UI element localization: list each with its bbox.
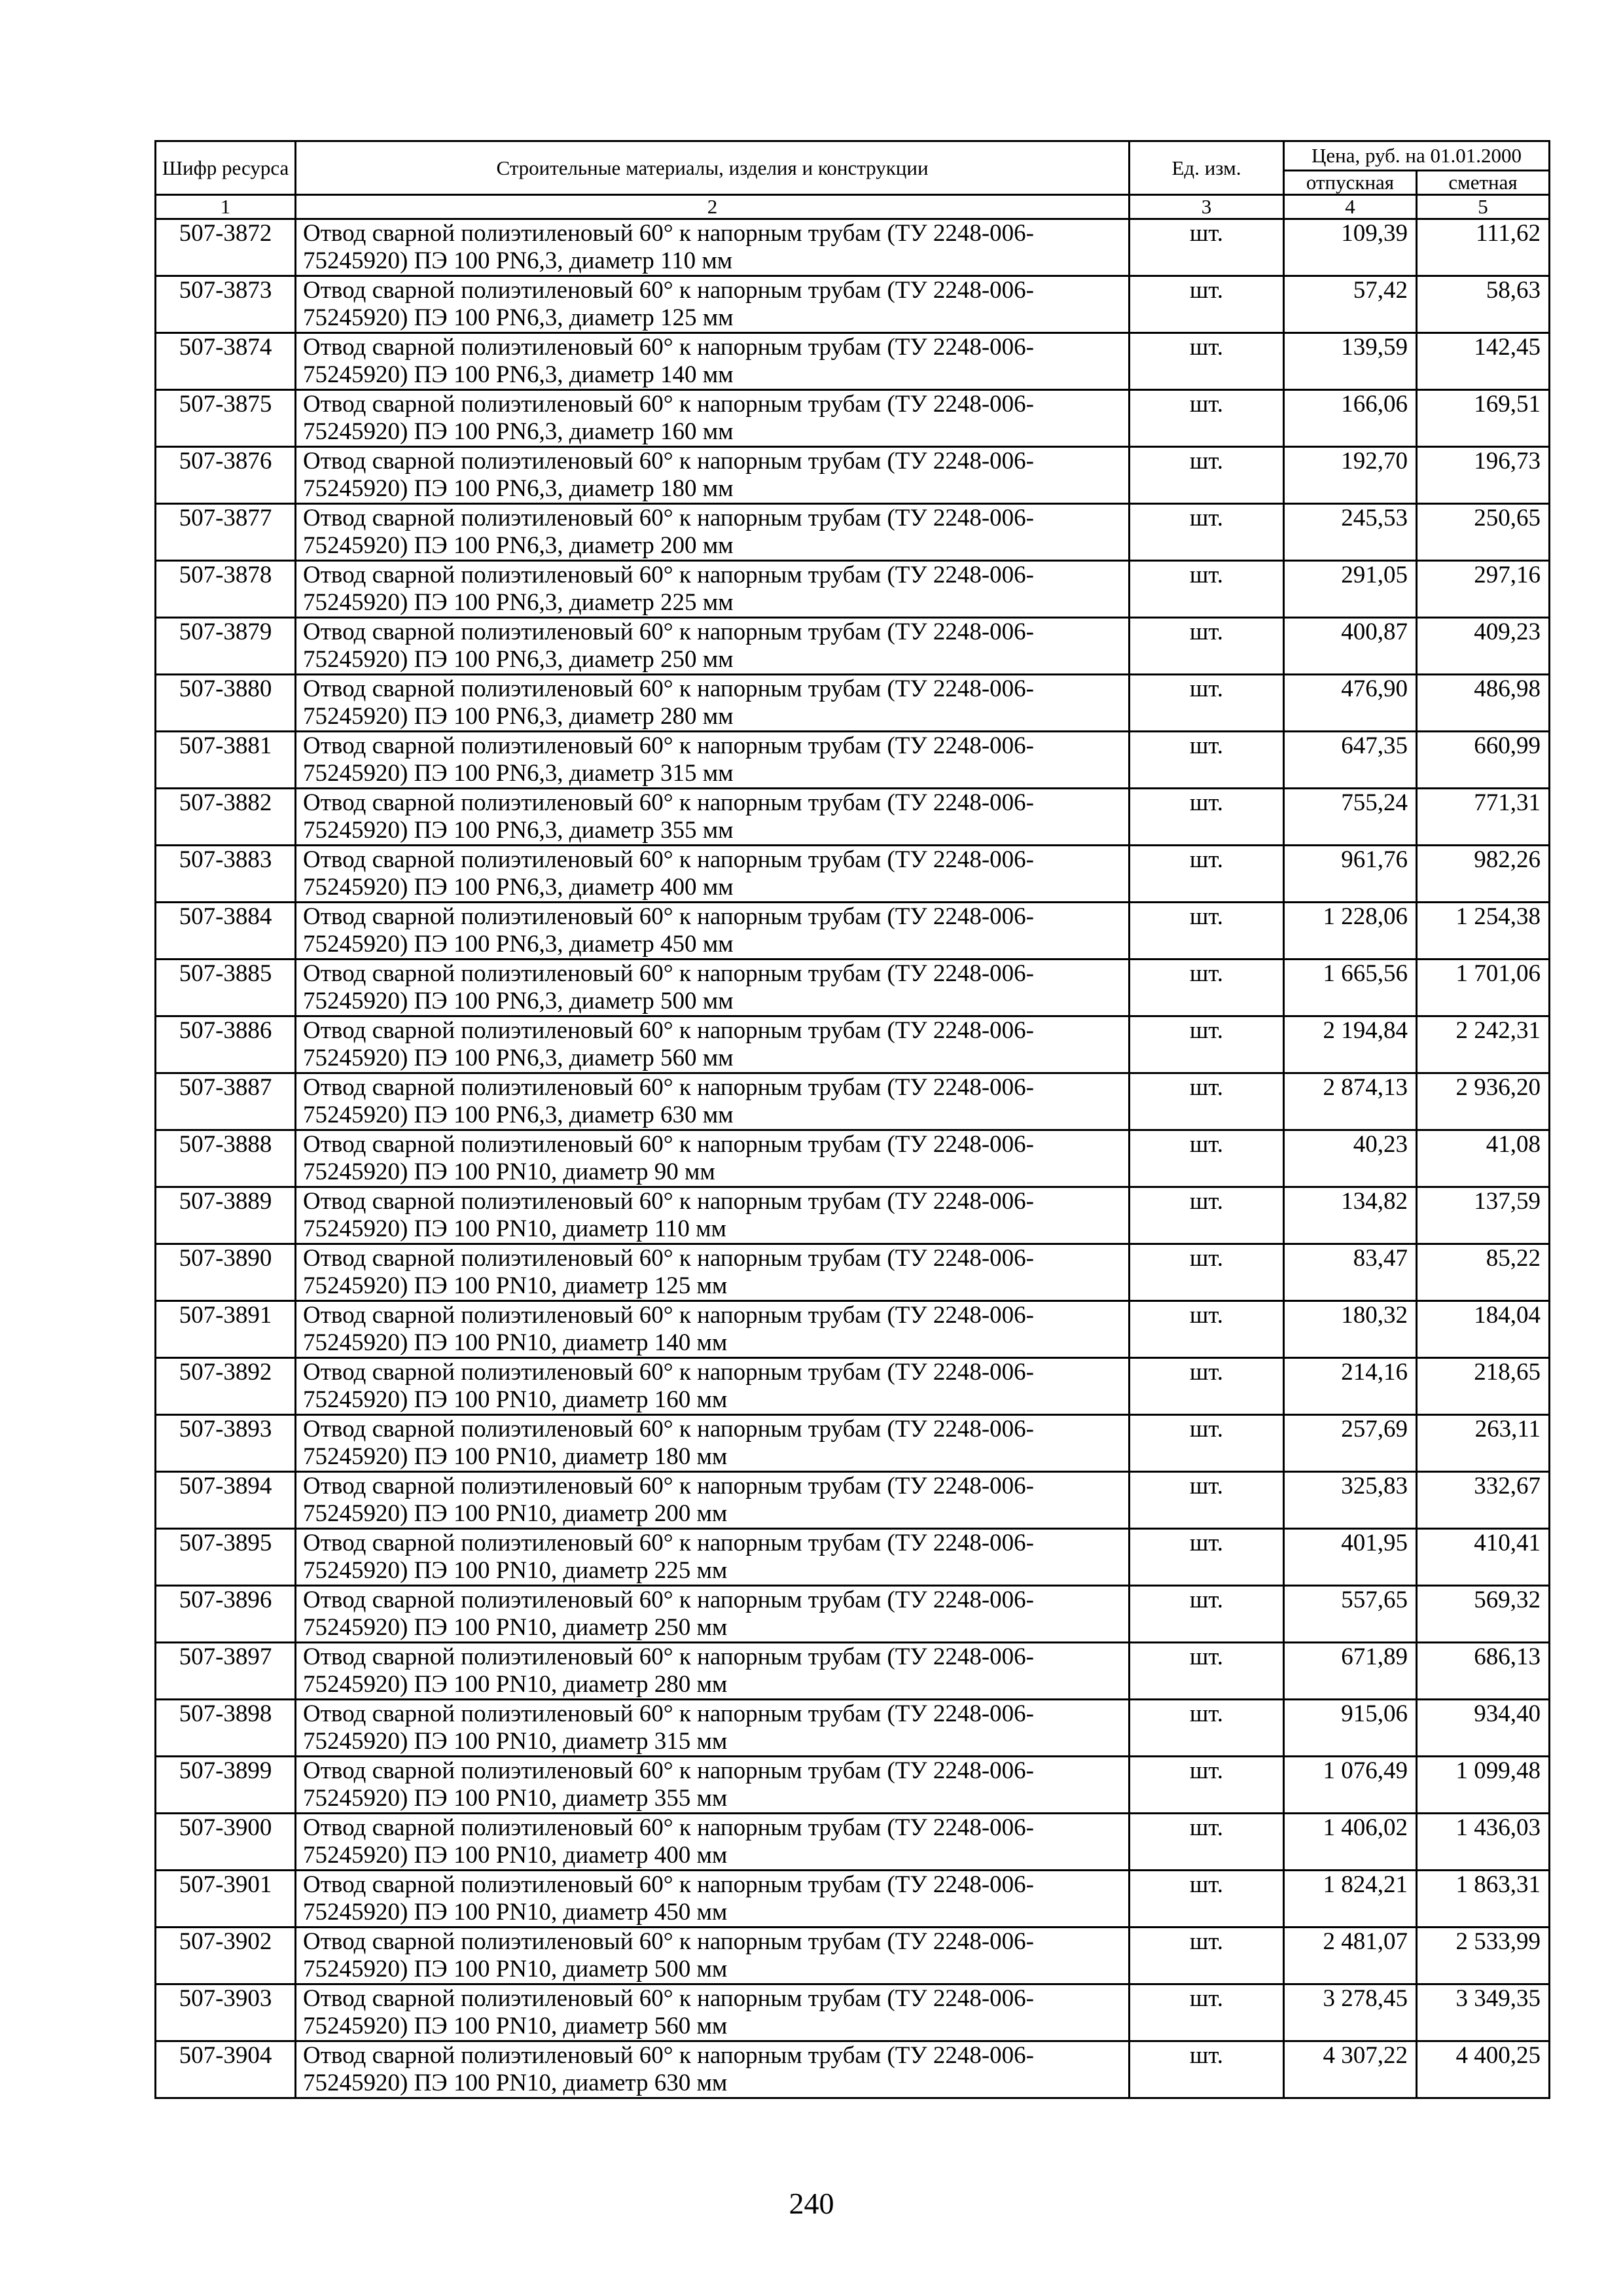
description-line-2: 75245920) ПЭ 100 PN10, диаметр 315 мм <box>303 1728 728 1755</box>
unit: шт. <box>1130 1700 1284 1757</box>
material-description <box>296 219 1130 276</box>
description-line-2: 75245920) ПЭ 100 PN10, диаметр 630 мм <box>303 2070 728 2096</box>
description-line-1: Отвод сварной полиэтиленовый 60° к напорным трубам (ТУ 2248-006- <box>303 2042 1034 2069</box>
price-release: 291,05 <box>1284 561 1417 618</box>
description-line-1: Отвод сварной полиэтиленовый 60° к напорным трубам (ТУ 2248-006- <box>303 1245 1034 1272</box>
header-price-release: отпускная <box>1284 171 1417 195</box>
description-line-2: 75245920) ПЭ 100 PN10, диаметр 400 мм <box>303 1842 728 1869</box>
unit: шт. <box>1130 219 1284 276</box>
description-line-2: 75245920) ПЭ 100 PN6,3, диаметр 280 мм <box>303 703 734 730</box>
price-release: 476,90 <box>1284 675 1417 732</box>
resource-code: 507-3899 <box>156 1757 296 1814</box>
material-description <box>296 1871 1130 1928</box>
price-release: 40,23 <box>1284 1130 1417 1187</box>
table-row <box>156 1814 1550 1871</box>
price-estimate: 142,45 <box>1417 333 1550 390</box>
table-row <box>156 1187 1550 1244</box>
description-line-1: Отвод сварной полиэтиленовый 60° к напорным трубам (ТУ 2248-006- <box>303 960 1034 987</box>
price-estimate: 218,65 <box>1417 1358 1550 1415</box>
price-estimate: 2 936,20 <box>1417 1073 1550 1130</box>
material-description <box>296 846 1130 903</box>
unit: шт. <box>1130 1244 1284 1301</box>
price-release: 1 665,56 <box>1284 960 1417 1016</box>
table-body <box>156 219 1550 2098</box>
header-num-3: 3 <box>1130 195 1284 219</box>
description-line-1: Отвод сварной полиэтиленовый 60° к напорным трубам (ТУ 2248-006- <box>303 732 1034 759</box>
description-line-1: Отвод сварной полиэтиленовый 60° к напорным трубам (ТУ 2248-006- <box>303 1530 1034 1556</box>
material-description <box>296 276 1130 333</box>
description-line-1: Отвод сварной полиэтиленовый 60° к напорным трубам (ТУ 2248-006- <box>303 1587 1034 1613</box>
price-estimate: 196,73 <box>1417 447 1550 504</box>
table-row <box>156 675 1550 732</box>
table-row <box>156 1358 1550 1415</box>
price-release: 915,06 <box>1284 1700 1417 1757</box>
table-row <box>156 1244 1550 1301</box>
price-release: 180,32 <box>1284 1301 1417 1358</box>
price-release: 1 406,02 <box>1284 1814 1417 1871</box>
price-estimate: 1 436,03 <box>1417 1814 1550 1871</box>
price-estimate: 4 400,25 <box>1417 2041 1550 2098</box>
header-num-2: 2 <box>296 195 1130 219</box>
resource-code: 507-3874 <box>156 333 296 390</box>
table-row <box>156 333 1550 390</box>
unit: шт. <box>1130 1529 1284 1586</box>
price-estimate: 1 254,38 <box>1417 903 1550 960</box>
unit: шт. <box>1130 1757 1284 1814</box>
price-release: 1 076,49 <box>1284 1757 1417 1814</box>
description-line-2: 75245920) ПЭ 100 PN6,3, диаметр 315 мм <box>303 760 734 787</box>
resource-code: 507-3896 <box>156 1586 296 1643</box>
resource-code: 507-3872 <box>156 219 296 276</box>
unit: шт. <box>1130 1301 1284 1358</box>
resource-code: 507-3889 <box>156 1187 296 1244</box>
material-description <box>296 1529 1130 1586</box>
material-description <box>296 447 1130 504</box>
unit: шт. <box>1130 1928 1284 1984</box>
price-release: 2 874,13 <box>1284 1073 1417 1130</box>
description-line-2: 75245920) ПЭ 100 PN6,3, диаметр 110 мм <box>303 247 733 274</box>
price-estimate: 569,32 <box>1417 1586 1550 1643</box>
resource-code: 507-3890 <box>156 1244 296 1301</box>
table-row <box>156 1130 1550 1187</box>
price-estimate: 934,40 <box>1417 1700 1550 1757</box>
unit: шт. <box>1130 1358 1284 1415</box>
price-release: 2 481,07 <box>1284 1928 1417 1984</box>
description-line-1: Отвод сварной полиэтиленовый 60° к напорным трубам (ТУ 2248-006- <box>303 220 1034 247</box>
resource-code: 507-3882 <box>156 789 296 846</box>
unit: шт. <box>1130 561 1284 618</box>
header-price: Цена, руб. на 01.01.2000 <box>1284 141 1550 171</box>
unit: шт. <box>1130 1814 1284 1871</box>
resource-code: 507-3892 <box>156 1358 296 1415</box>
resource-code: 507-3878 <box>156 561 296 618</box>
material-description <box>296 1984 1130 2041</box>
unit: шт. <box>1130 504 1284 561</box>
description-line-2: 75245920) ПЭ 100 PN10, диаметр 180 мм <box>303 1443 728 1470</box>
resource-code: 507-3875 <box>156 390 296 447</box>
resource-code: 507-3885 <box>156 960 296 1016</box>
unit: шт. <box>1130 1016 1284 1073</box>
table-row <box>156 1757 1550 1814</box>
material-description <box>296 1073 1130 1130</box>
description-line-2: 75245920) ПЭ 100 PN6,3, диаметр 250 мм <box>303 646 734 673</box>
unit: шт. <box>1130 903 1284 960</box>
material-description <box>296 1700 1130 1757</box>
price-estimate: 137,59 <box>1417 1187 1550 1244</box>
description-line-2: 75245920) ПЭ 100 PN6,3, диаметр 160 мм <box>303 418 734 445</box>
description-line-2: 75245920) ПЭ 100 PN10, диаметр 125 мм <box>303 1272 728 1299</box>
price-release: 1 228,06 <box>1284 903 1417 960</box>
table-row <box>156 1016 1550 1073</box>
material-description <box>296 333 1130 390</box>
description-line-1: Отвод сварной полиэтиленовый 60° к напорным трубам (ТУ 2248-006- <box>303 1814 1034 1841</box>
material-description <box>296 1928 1130 1984</box>
description-line-2: 75245920) ПЭ 100 PN10, диаметр 450 мм <box>303 1899 728 1926</box>
description-line-2: 75245920) ПЭ 100 PN10, диаметр 140 мм <box>303 1329 728 1356</box>
description-line-2: 75245920) ПЭ 100 PN6,3, диаметр 140 мм <box>303 361 734 388</box>
description-line-2: 75245920) ПЭ 100 PN10, диаметр 250 мм <box>303 1614 728 1641</box>
price-release: 83,47 <box>1284 1244 1417 1301</box>
unit: шт. <box>1130 390 1284 447</box>
price-release: 647,35 <box>1284 732 1417 789</box>
description-line-1: Отвод сварной полиэтиленовый 60° к напорным трубам (ТУ 2248-006- <box>303 1473 1034 1499</box>
table-row <box>156 1984 1550 2041</box>
material-description <box>296 1586 1130 1643</box>
material-description <box>296 1757 1130 1814</box>
resource-code: 507-3884 <box>156 903 296 960</box>
resource-code: 507-3904 <box>156 2041 296 2098</box>
description-line-1: Отвод сварной полиэтиленовый 60° к напорным трубам (ТУ 2248-006- <box>303 1700 1034 1727</box>
material-description <box>296 675 1130 732</box>
price-estimate: 2 533,99 <box>1417 1928 1550 1984</box>
price-release: 400,87 <box>1284 618 1417 675</box>
price-release: 57,42 <box>1284 276 1417 333</box>
description-line-2: 75245920) ПЭ 100 PN10, диаметр 500 мм <box>303 1956 728 1982</box>
unit: шт. <box>1130 1984 1284 2041</box>
resource-code: 507-3894 <box>156 1472 296 1529</box>
unit: шт. <box>1130 846 1284 903</box>
table-row <box>156 1301 1550 1358</box>
material-description <box>296 504 1130 561</box>
table-row <box>156 561 1550 618</box>
price-estimate: 184,04 <box>1417 1301 1550 1358</box>
description-line-1: Отвод сварной полиэтиленовый 60° к напорным трубам (ТУ 2248-006- <box>303 903 1034 930</box>
description-line-1: Отвод сварной полиэтиленовый 60° к напорным трубам (ТУ 2248-006- <box>303 562 1034 588</box>
header-unit: Ед. изм. <box>1130 141 1284 195</box>
description-line-2: 75245920) ПЭ 100 PN6,3, диаметр 355 мм <box>303 817 734 844</box>
price-release: 401,95 <box>1284 1529 1417 1586</box>
price-release: 1 824,21 <box>1284 1871 1417 1928</box>
unit: шт. <box>1130 1187 1284 1244</box>
table-row <box>156 1529 1550 1586</box>
price-estimate: 1 701,06 <box>1417 960 1550 1016</box>
resource-code: 507-3873 <box>156 276 296 333</box>
unit: шт. <box>1130 1130 1284 1187</box>
header-num-5: 5 <box>1417 195 1550 219</box>
price-estimate: 169,51 <box>1417 390 1550 447</box>
material-description <box>296 1244 1130 1301</box>
price-estimate: 409,23 <box>1417 618 1550 675</box>
price-estimate: 2 242,31 <box>1417 1016 1550 1073</box>
description-line-1: Отвод сварной полиэтиленовый 60° к напорным трубам (ТУ 2248-006- <box>303 1871 1034 1898</box>
material-description <box>296 1814 1130 1871</box>
price-estimate: 1 863,31 <box>1417 1871 1550 1928</box>
price-release: 557,65 <box>1284 1586 1417 1643</box>
unit: шт. <box>1130 789 1284 846</box>
description-line-1: Отвод сварной полиэтиленовый 60° к напорным трубам (ТУ 2248-006- <box>303 1017 1034 1044</box>
table-row <box>156 219 1550 276</box>
resource-code: 507-3887 <box>156 1073 296 1130</box>
resource-code: 507-3876 <box>156 447 296 504</box>
description-line-1: Отвод сварной полиэтиленовый 60° к напорным трубам (ТУ 2248-006- <box>303 1643 1034 1670</box>
table-row <box>156 1643 1550 1700</box>
unit: шт. <box>1130 1472 1284 1529</box>
resource-code: 507-3883 <box>156 846 296 903</box>
material-description <box>296 1643 1130 1700</box>
table-row <box>156 504 1550 561</box>
table-row <box>156 1415 1550 1472</box>
table-row <box>156 903 1550 960</box>
price-estimate: 297,16 <box>1417 561 1550 618</box>
resource-code: 507-3886 <box>156 1016 296 1073</box>
header-num-1: 1 <box>156 195 296 219</box>
description-line-2: 75245920) ПЭ 100 PN6,3, диаметр 400 мм <box>303 874 734 901</box>
price-release: 192,70 <box>1284 447 1417 504</box>
resource-code: 507-3895 <box>156 1529 296 1586</box>
table-row <box>156 732 1550 789</box>
table-row <box>156 618 1550 675</box>
price-estimate: 263,11 <box>1417 1415 1550 1472</box>
price-release: 755,24 <box>1284 789 1417 846</box>
unit: шт. <box>1130 1415 1284 1472</box>
unit: шт. <box>1130 960 1284 1016</box>
description-line-1: Отвод сварной полиэтиленовый 60° к напорным трубам (ТУ 2248-006- <box>303 1302 1034 1329</box>
description-line-2: 75245920) ПЭ 100 PN6,3, диаметр 450 мм <box>303 931 734 958</box>
table-row <box>156 789 1550 846</box>
price-estimate: 41,08 <box>1417 1130 1550 1187</box>
resource-code: 507-3893 <box>156 1415 296 1472</box>
price-estimate: 660,99 <box>1417 732 1550 789</box>
description-line-2: 75245920) ПЭ 100 PN10, диаметр 110 мм <box>303 1215 726 1242</box>
resource-code: 507-3880 <box>156 675 296 732</box>
price-estimate: 982,26 <box>1417 846 1550 903</box>
material-description <box>296 1358 1130 1415</box>
table-row <box>156 846 1550 903</box>
description-line-2: 75245920) ПЭ 100 PN6,3, диаметр 560 мм <box>303 1045 734 1071</box>
price-release: 139,59 <box>1284 333 1417 390</box>
material-description <box>296 390 1130 447</box>
table-row <box>156 1472 1550 1529</box>
table-row <box>156 1871 1550 1928</box>
table-row <box>156 2041 1550 2098</box>
price-estimate: 410,41 <box>1417 1529 1550 1586</box>
material-description <box>296 2041 1130 2098</box>
resource-code: 507-3898 <box>156 1700 296 1757</box>
description-line-2: 75245920) ПЭ 100 PN10, диаметр 560 мм <box>303 2013 728 2039</box>
resource-code: 507-3900 <box>156 1814 296 1871</box>
table-row <box>156 1073 1550 1130</box>
unit: шт. <box>1130 1643 1284 1700</box>
resource-code: 507-3881 <box>156 732 296 789</box>
price-release: 3 278,45 <box>1284 1984 1417 2041</box>
description-line-1: Отвод сварной полиэтиленовый 60° к напорным трубам (ТУ 2248-006- <box>303 1359 1034 1386</box>
header-name: Строительные материалы, изделия и конструкции <box>296 141 1130 195</box>
unit: шт. <box>1130 732 1284 789</box>
description-line-1: Отвод сварной полиэтиленовый 60° к напорным трубам (ТУ 2248-006- <box>303 1074 1034 1101</box>
page-number: 240 <box>789 2187 834 2220</box>
price-release: 257,69 <box>1284 1415 1417 1472</box>
material-description <box>296 1415 1130 1472</box>
description-line-2: 75245920) ПЭ 100 PN6,3, диаметр 630 мм <box>303 1102 734 1128</box>
header-num-4: 4 <box>1284 195 1417 219</box>
description-line-2: 75245920) ПЭ 100 PN10, диаметр 160 мм <box>303 1386 728 1413</box>
unit: шт. <box>1130 1871 1284 1928</box>
description-line-1: Отвод сварной полиэтиленовый 60° к напорным трубам (ТУ 2248-006- <box>303 334 1034 361</box>
description-line-1: Отвод сварной полиэтиленовый 60° к напорным трубам (ТУ 2248-006- <box>303 619 1034 645</box>
description-line-1: Отвод сварной полиэтиленовый 60° к напорным трубам (ТУ 2248-006- <box>303 675 1034 702</box>
unit: шт. <box>1130 276 1284 333</box>
description-line-1: Отвод сварной полиэтиленовый 60° к напорным трубам (ТУ 2248-006- <box>303 448 1034 475</box>
resource-code: 507-3877 <box>156 504 296 561</box>
unit: шт. <box>1130 1073 1284 1130</box>
price-estimate: 771,31 <box>1417 789 1550 846</box>
description-line-1: Отвод сварной полиэтиленовый 60° к напорным трубам (ТУ 2248-006- <box>303 1757 1034 1784</box>
resource-code: 507-3897 <box>156 1643 296 1700</box>
description-line-2: 75245920) ПЭ 100 PN10, диаметр 90 мм <box>303 1158 715 1185</box>
description-line-2: 75245920) ПЭ 100 PN10, диаметр 355 мм <box>303 1785 728 1812</box>
price-estimate: 85,22 <box>1417 1244 1550 1301</box>
description-line-1: Отвод сварной полиэтиленовый 60° к напорным трубам (ТУ 2248-006- <box>303 1131 1034 1158</box>
price-table <box>154 140 1550 2099</box>
description-line-2: 75245920) ПЭ 100 PN6,3, диаметр 500 мм <box>303 988 734 1014</box>
price-release: 134,82 <box>1284 1187 1417 1244</box>
price-estimate: 250,65 <box>1417 504 1550 561</box>
price-release: 166,06 <box>1284 390 1417 447</box>
resource-code: 507-3891 <box>156 1301 296 1358</box>
description-line-2: 75245920) ПЭ 100 PN6,3, диаметр 200 мм <box>303 532 734 559</box>
material-description <box>296 732 1130 789</box>
description-line-2: 75245920) ПЭ 100 PN10, диаметр 225 мм <box>303 1557 728 1584</box>
description-line-2: 75245920) ПЭ 100 PN6,3, диаметр 125 мм <box>303 304 734 331</box>
price-estimate: 111,62 <box>1417 219 1550 276</box>
table-row <box>156 1700 1550 1757</box>
unit: шт. <box>1130 333 1284 390</box>
description-line-2: 75245920) ПЭ 100 PN10, диаметр 280 мм <box>303 1671 728 1698</box>
price-estimate: 686,13 <box>1417 1643 1550 1700</box>
unit: шт. <box>1130 2041 1284 2098</box>
price-estimate: 1 099,48 <box>1417 1757 1550 1814</box>
description-line-2: 75245920) ПЭ 100 PN6,3, диаметр 180 мм <box>303 475 734 502</box>
price-estimate: 3 349,35 <box>1417 1984 1550 2041</box>
description-line-1: Отвод сварной полиэтиленовый 60° к напорным трубам (ТУ 2248-006- <box>303 846 1034 873</box>
header-price-estimate: сметная <box>1417 171 1550 195</box>
table-row <box>156 447 1550 504</box>
price-release: 2 194,84 <box>1284 1016 1417 1073</box>
material-description <box>296 1187 1130 1244</box>
header-code: Шифр ресурса <box>156 141 296 195</box>
price-release: 961,76 <box>1284 846 1417 903</box>
price-release: 214,16 <box>1284 1358 1417 1415</box>
material-description <box>296 1472 1130 1529</box>
material-description <box>296 1016 1130 1073</box>
description-line-1: Отвод сварной полиэтиленовый 60° к напорным трубам (ТУ 2248-006- <box>303 1416 1034 1443</box>
resource-code: 507-3903 <box>156 1984 296 2041</box>
price-release: 325,83 <box>1284 1472 1417 1529</box>
description-line-1: Отвод сварной полиэтиленовый 60° к напорным трубам (ТУ 2248-006- <box>303 789 1034 816</box>
price-release: 671,89 <box>1284 1643 1417 1700</box>
material-description <box>296 561 1130 618</box>
description-line-1: Отвод сварной полиэтиленовый 60° к напорным трубам (ТУ 2248-006- <box>303 277 1034 304</box>
description-line-1: Отвод сварной полиэтиленовый 60° к напорным трубам (ТУ 2248-006- <box>303 391 1034 418</box>
resource-code: 507-3901 <box>156 1871 296 1928</box>
description-line-2: 75245920) ПЭ 100 PN6,3, диаметр 225 мм <box>303 589 734 616</box>
price-release: 109,39 <box>1284 219 1417 276</box>
material-description <box>296 618 1130 675</box>
description-line-1: Отвод сварной полиэтиленовый 60° к напорным трубам (ТУ 2248-006- <box>303 1188 1034 1215</box>
unit: шт. <box>1130 618 1284 675</box>
table-row <box>156 960 1550 1016</box>
description-line-1: Отвод сварной полиэтиленовый 60° к напорным трубам (ТУ 2248-006- <box>303 505 1034 531</box>
price-release: 4 307,22 <box>1284 2041 1417 2098</box>
resource-code: 507-3879 <box>156 618 296 675</box>
material-description <box>296 1301 1130 1358</box>
table-row <box>156 276 1550 333</box>
price-release: 245,53 <box>1284 504 1417 561</box>
unit: шт. <box>1130 675 1284 732</box>
material-description <box>296 1130 1130 1187</box>
description-line-1: Отвод сварной полиэтиленовый 60° к напорным трубам (ТУ 2248-006- <box>303 1985 1034 2012</box>
resource-code: 507-3888 <box>156 1130 296 1187</box>
price-estimate: 332,67 <box>1417 1472 1550 1529</box>
material-description <box>296 960 1130 1016</box>
material-description <box>296 903 1130 960</box>
unit: шт. <box>1130 1586 1284 1643</box>
resource-code: 507-3902 <box>156 1928 296 1984</box>
table-row <box>156 1928 1550 1984</box>
unit: шт. <box>1130 447 1284 504</box>
description-line-2: 75245920) ПЭ 100 PN10, диаметр 200 мм <box>303 1500 728 1527</box>
price-estimate: 486,98 <box>1417 675 1550 732</box>
price-estimate: 58,63 <box>1417 276 1550 333</box>
description-line-1: Отвод сварной полиэтиленовый 60° к напорным трубам (ТУ 2248-006- <box>303 1928 1034 1955</box>
material-description <box>296 789 1130 846</box>
table-row <box>156 1586 1550 1643</box>
table-row <box>156 390 1550 447</box>
